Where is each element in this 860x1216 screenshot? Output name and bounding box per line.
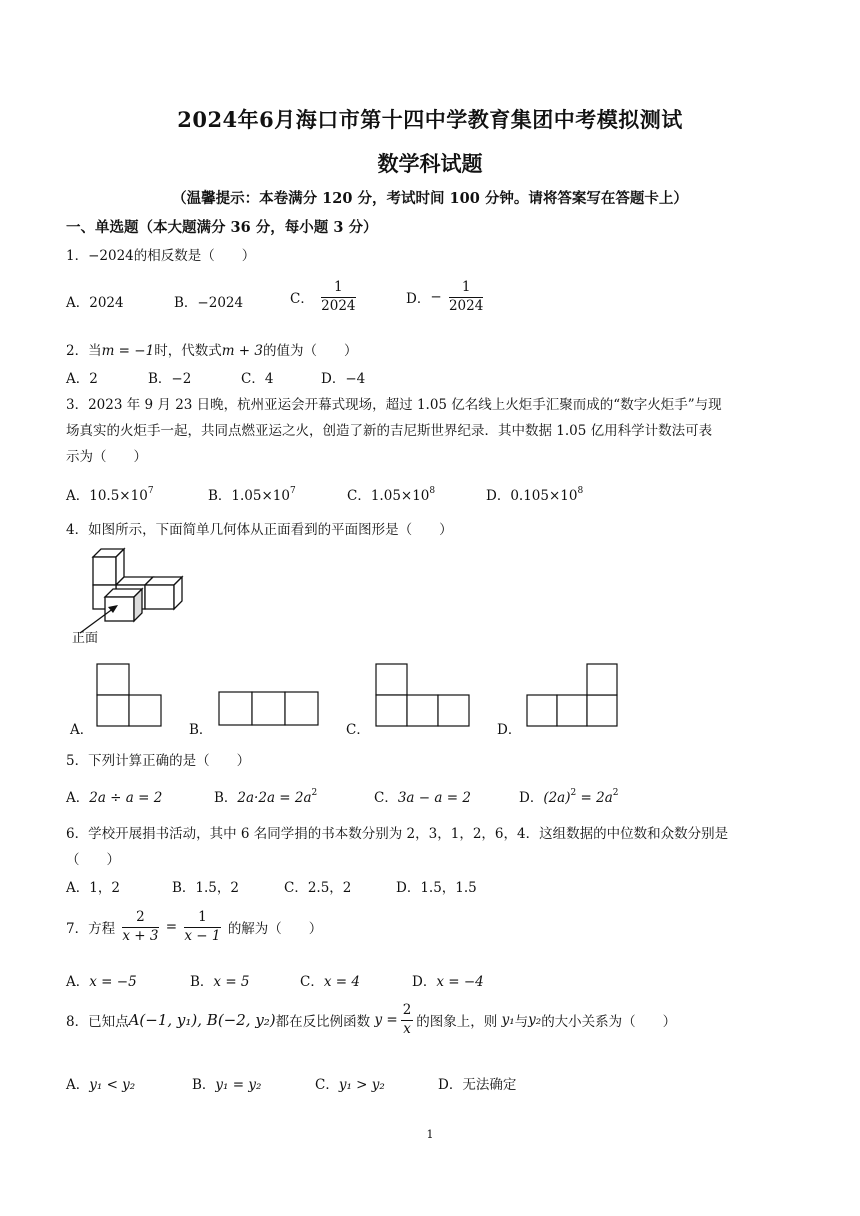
question-3-line-2: 场真实的火炬手一起，共同点燃亚运之火，创造了新的吉尼斯世界纪录．其中数据 1.05 亿用科学计数法可表 xyxy=(66,423,713,439)
q5-option-c: C．3a − a = 2 xyxy=(374,790,471,806)
question-5-stem: 5．下列计算正确的是（ ） xyxy=(66,753,251,769)
question-6-line-2: （ ） xyxy=(66,852,120,868)
q3-option-d: D．$0.105\times 10^8$ xyxy=(486,486,584,504)
fraction: $\frac{1}{2024}$ xyxy=(448,279,484,314)
q6-option-b: B．1.5，2 xyxy=(172,880,239,896)
q4-option-c-label: C． xyxy=(346,722,370,738)
question-7-stem: 7．方程 $\frac{2}{x + 3}$ = $\frac{1}{x - 1}$ 的解为（ ） xyxy=(66,909,323,944)
q4-option-d-figure xyxy=(526,663,620,727)
q7-option-c: C．x = 4 xyxy=(300,974,360,990)
q5-option-a: A．2a ÷ a = 2 xyxy=(66,790,163,806)
question-6-line-1: 6．学校开展捐书活动，其中 6 名同学捐的书本数分别为 2，3，1，2，6，4．这组数据的中位数和众数分别是 xyxy=(66,826,729,842)
q2-option-d: D．−4 xyxy=(321,371,366,387)
exam-subtitle: 数学科试题 xyxy=(377,151,483,176)
q4-option-d-label: D． xyxy=(497,722,522,738)
q8-option-c: C．y₁ > y₂ xyxy=(315,1077,385,1093)
section-heading: 一、单选题（本大题满分 36 分，每小题 3 分） xyxy=(66,219,378,236)
q5-option-b: B．$2a\cdot 2a = 2a^2$ xyxy=(214,788,318,806)
question-2-stem: 2．当m = −1时，代数式m + 3的值为（ ） xyxy=(66,343,358,359)
q4-option-a-label: A． xyxy=(70,722,94,738)
q1-option-b: B．−2024 xyxy=(174,295,244,311)
q7-option-b: B．x = 5 xyxy=(190,974,250,990)
fraction: $\frac{2}{x}$ xyxy=(402,1002,412,1037)
question-4-stem: 4．如图所示，下面简单几何体从正面看到的平面图形是（ ） xyxy=(66,522,453,538)
front-view-label: 正面 xyxy=(72,631,99,646)
q2-option-a: A．2 xyxy=(66,371,98,387)
q4-option-a-figure xyxy=(96,663,164,727)
q8-option-b: B．y₁ = y₂ xyxy=(192,1077,262,1093)
q4-option-b-figure xyxy=(218,691,321,727)
q3-option-a: A．$10.5\times 10^7$ xyxy=(66,486,154,504)
q7-option-a: A．x = −5 xyxy=(66,974,137,990)
q4-option-c-figure xyxy=(375,663,473,727)
fraction: $\frac{1}{x - 1}$ xyxy=(184,909,221,944)
q6-option-d: D．1.5，1.5 xyxy=(396,880,477,896)
q1-option-d: D．− $\frac{1}{2024}$ xyxy=(406,279,484,314)
q2-option-c: C．4 xyxy=(241,371,274,387)
q5-option-d: D．$(2a)^2 = 2a^2$ xyxy=(519,788,619,806)
q3-option-b: B．$1.05\times 10^7$ xyxy=(208,486,296,504)
q8-option-a: A．y₁ < y₂ xyxy=(66,1077,136,1093)
fraction: $\frac{2}{x + 3}$ xyxy=(122,909,159,944)
question-3-line-1: 3．2023 年 9 月 23 日晚，杭州亚运会开幕式现场，超过 1.05 亿名线上火炬手汇聚而成的“数字火炬手”与现 xyxy=(66,397,722,413)
page-number: 1 xyxy=(426,1128,434,1141)
q6-option-c: C．2.5，2 xyxy=(284,880,352,896)
q3-option-c: C．$1.05\times 10^8$ xyxy=(347,486,436,504)
q4-option-b-label: B． xyxy=(189,722,213,738)
q1-option-c: C． $\frac{1}{2024}$ xyxy=(290,279,356,314)
exam-title: 2024年6月海口市第十四中学教育集团中考模拟测试 xyxy=(177,107,683,132)
q8-option-d: D．无法确定 xyxy=(438,1077,517,1093)
q2-option-b: B．−2 xyxy=(148,371,192,387)
q7-option-d: D．x = −4 xyxy=(412,974,484,990)
question-1-stem: 1．−2024的相反数是（ ） xyxy=(66,248,256,264)
fraction: $\frac{1}{2024}$ xyxy=(321,279,356,314)
question-8-stem: 8．已知点A(−1, y₁), B(−2, y₂)都在反比例函数 y = $\frac{2}{x}$ 的图象上，则 y₁与y₂的大小关系为（ ） xyxy=(66,1002,677,1037)
exam-tip: （温馨提示：本卷满分 120 分，考试时间 100 分钟。请将答案写在答题卡上） xyxy=(172,190,688,207)
q6-option-a: A．1，2 xyxy=(66,880,120,896)
q1-option-a: A．2024 xyxy=(66,295,124,311)
question-3-line-3: 示为（ ） xyxy=(66,449,147,465)
